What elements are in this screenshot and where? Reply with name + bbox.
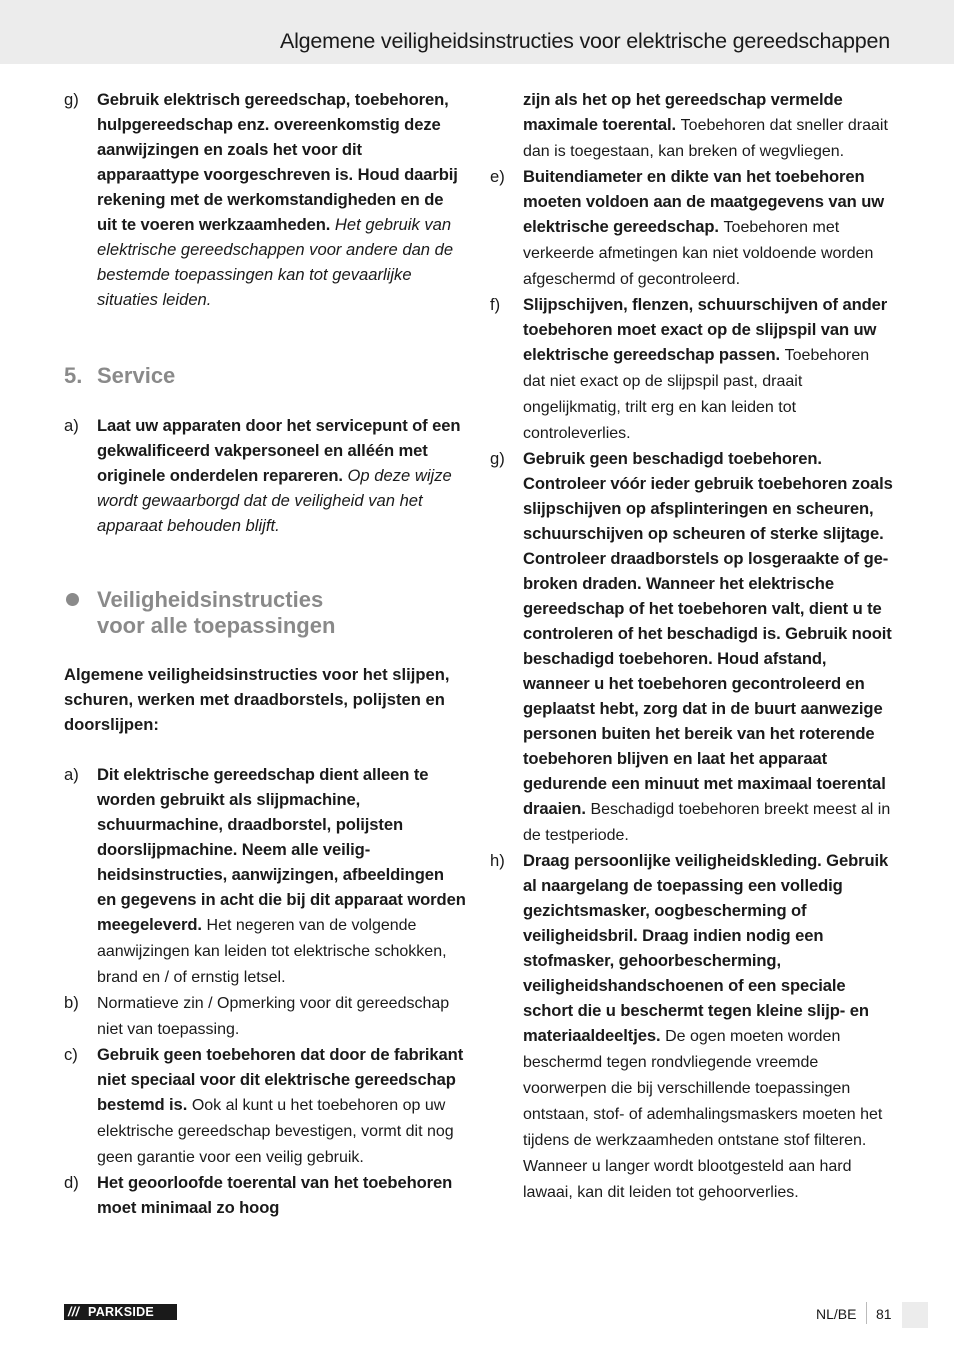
list-item-service-a: [64, 413, 466, 538]
item-normal-text: Toebehoren dat sneller draait dan is toegestaan, kan breken of wegvliegen.: [523, 117, 888, 160]
list-item-d-continued: [490, 87, 894, 164]
section-title: Service: [97, 363, 176, 388]
logo-brand: PARKSIDE: [88, 1305, 155, 1319]
safety-intro: Algemene veiligheidsinstructies voor het slijpen, schuren, werken met draadborstels, polijsten en doorslijpen:: [64, 665, 450, 734]
right-column: [490, 87, 894, 1205]
list-item-safety-a: [64, 762, 466, 990]
list-item-g-right: [490, 446, 894, 848]
item-italic-text: Op deze wijze wordt gewaarborgd dat de veiligheid van het apparaat behouden blijft.: [97, 466, 452, 535]
item-normal-text: Ook al kunt u het toebehoren op uw elektrische gereedschap bevestigen, vormt dit nog geen garantie voor een veilig gebruik.: [97, 1097, 454, 1166]
item-marker: g): [64, 90, 79, 109]
bullet-dot-icon: [66, 593, 79, 606]
page-header: [0, 0, 954, 64]
item-bold-text: Laat uw apparaten door het servicepunt of een gekwalificeerd vakpersoneel en alléén met originele onderdelen repareren.: [97, 416, 461, 485]
item-bold-text: zijn als het op het gereedschap vermelde maximale toerental.: [523, 90, 843, 134]
section-number: 5.: [64, 363, 83, 388]
item-marker: f): [490, 295, 501, 314]
item-marker: a): [64, 416, 79, 435]
footer-tab-marker: [902, 1302, 928, 1328]
item-italic-text: Het gebruik van elektrische gereedschappen voor andere dan de bestemde toepassingen kan tot gevaarlijke situaties leiden.: [97, 215, 454, 309]
item-marker: d): [64, 1173, 79, 1192]
item-bold-text: Gebruik geen toebehoren dat door de fabrikant niet speciaal voor dit elektrische gereedschap bestemd is.: [97, 1045, 464, 1114]
item-normal-text: Toebehoren met verkeerde afmetingen kan niet voldoende worden afgeschermd of gecontroleerd.: [523, 219, 874, 288]
item-normal-text: De ogen moeten worden beschermd tegen rondvliegende vreemde voorwerpen die bij verschillende toepassingen ontstaan, stof- of ademhalingsmaskers moeten het tijdens de werkzaamheden ontstane stof filteren. Wanneer u langer wordt blootgesteld aan hard lawaai, kan dit leiden tot gehoorverlies.: [523, 1028, 883, 1201]
item-normal-text: Beschadigd toebehoren breekt meest al in de testperiode.: [523, 801, 891, 844]
parkside-logo: [64, 1304, 177, 1320]
item-bold-text: Gebruik geen beschadigd toebehoren. Controleer vóór ieder gebruik toebehoren zoals slijpschijven op afsplinteringen en scheuren, schuurschijven op scheuren of sterke slijtage. Controleer draadborstels op losgeraakte of gebroken draden. Wanneer het elektrische gereedschap of het toebehoren valt, dient u te controleren of het beschadigd is. Gebruik nooit beschadigd toebehoren. Houd afstand, wanneer u het toebehoren gecontroleerd en geplaatst hebt, zorg dat in de buurt aanwezige personen buiten het bereik van het roterende toebehoren blijven en laat het apparaat gedurende een minuut met maximaal toerental draaien.: [523, 449, 893, 818]
item-bold-text: Buitendiameter en dikte van het toebehoren moeten voldoen aan de maatgegevens van uw elektrische gereedschap.: [523, 167, 885, 236]
page-title: Algemene veiligheidsinstructies voor elektrische gereedschappen: [279, 29, 890, 53]
item-bold-text: Draag persoonlijke veiligheidskleding. Gebruik al naargelang de toepassing een volledig gezichtsmasker, oogbescherming of veiligheidsbril. Draag indien nodig een stofmasker, gehoorbescherming, veiligheidshandschoenen of een speciale schort die u beschermt tegen kleine slijp- en materiaaldeeltjes.: [523, 851, 889, 1045]
item-marker: b): [64, 993, 79, 1012]
item-bold-text: Gebruik elektrisch gereedschap, toebehoren, hulpgereedschap enz. overeenkomstig deze aanwijzingen en zoals het voor dit apparaattype voorgeschreven is. Houd daarbij rekening met de werkomstandigheden en de uit te voeren werkzaamheden.: [97, 90, 458, 234]
section-title-line2: voor alle toepassingen: [97, 613, 336, 638]
item-normal-text: Normatieve zin / Opmerking voor dit gereedschap niet van toepassing.: [97, 995, 450, 1038]
list-item-safety-d: [64, 1170, 466, 1220]
item-marker: a): [64, 765, 79, 784]
left-column: [64, 87, 466, 1220]
item-marker: c): [64, 1045, 78, 1064]
item-bold-text: Het geoorloofde toerental van het toebehoren moet minimaal zo hoog: [97, 1173, 453, 1217]
section-heading-service: [64, 363, 466, 389]
item-normal-text: Toebehoren dat niet exact op de slijpspil past, draait ongelijkmatig, trilt erg en kan leiden tot controleverlies.: [523, 347, 870, 442]
list-item-f: [490, 292, 894, 446]
list-item-safety-c: [64, 1042, 466, 1170]
list-item-e: [490, 164, 894, 292]
logo-slashes: ///: [68, 1305, 80, 1319]
item-normal-text: Het negeren van de volgende aanwijzingen kan leiden tot elektrische schokken, brand en / of ernstig letsel.: [97, 917, 447, 986]
section-title-line1: Veiligheidsinstructies: [97, 587, 324, 612]
list-item-h: [490, 848, 894, 1205]
section-heading-safety: [64, 587, 466, 639]
list-item-safety-b: [64, 990, 466, 1042]
item-bold-text: Dit elektrische gereedschap dient alleen te worden gebruikt als slijpmachine, schuurmachine, draadborstel, polijsten doorslijpmachine. Neem alle veiligheidsinstructies, aanwijzingen, afbeeldingen en gegevens in acht die bij dit apparaat worden meegeleverd.: [97, 765, 466, 934]
item-bold-text: Slijpschijven, flenzen, schuurschijven of ander toebehoren moet exact op de slijpspil van uw elektrische gereedschap passen.: [523, 295, 888, 364]
page-number: 81: [876, 1306, 892, 1322]
footer-language: NL/BE: [816, 1306, 857, 1322]
list-item-g: [64, 87, 466, 312]
item-marker: h): [490, 851, 505, 870]
footer-divider: [866, 1302, 867, 1324]
item-marker: g): [490, 449, 505, 468]
item-marker: e): [490, 167, 505, 186]
